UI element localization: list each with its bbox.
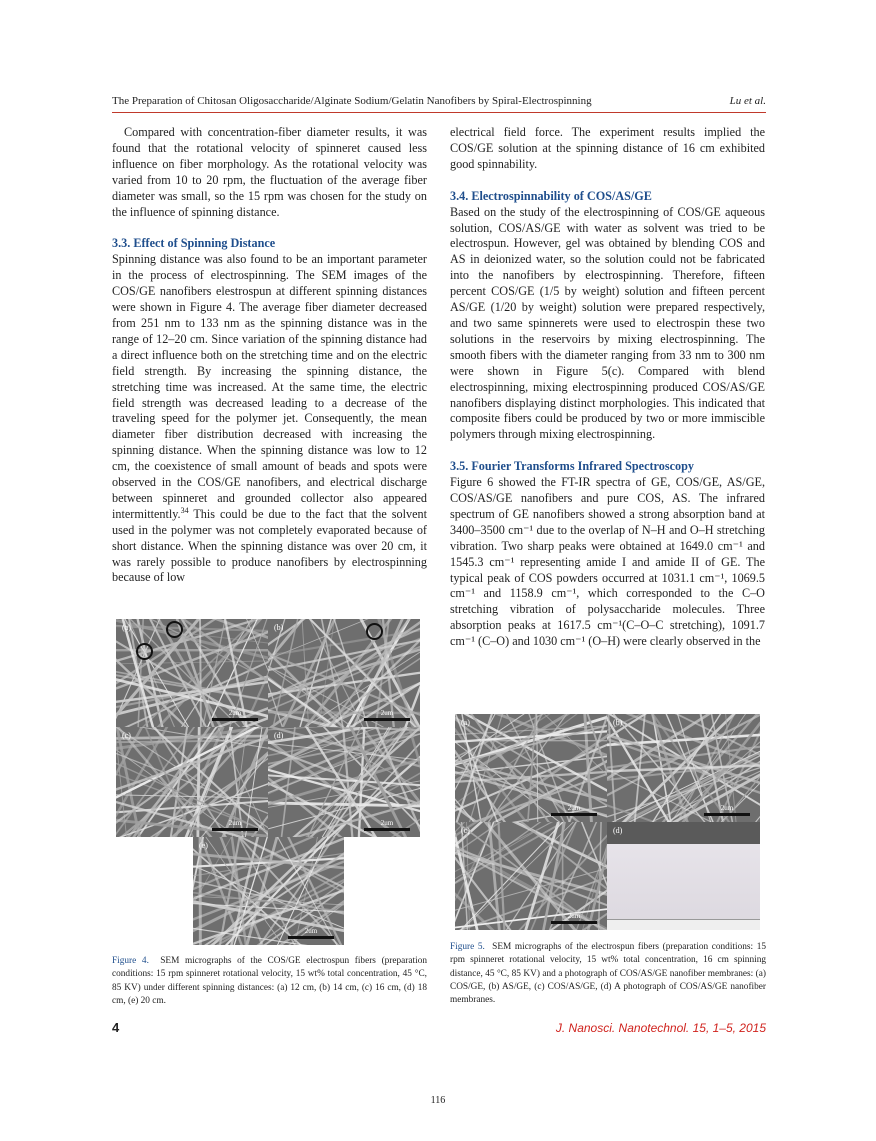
paragraph: Compared with concentration-fiber diameter results, it was found that the rotational velocity of spinneret caused less influence on fiber morphology. As the rotational velocity was varied from 10 to 20 rpm, the fluctuation of the average fiber diameter was small, so the 15 rpm was chosen for the study on the influence of spinning distance. — [112, 125, 427, 219]
panel-label: (d) — [613, 826, 623, 835]
scale-label: 2um — [720, 804, 734, 812]
panel-label: (b) — [274, 623, 284, 632]
ruler — [607, 919, 760, 930]
scale-label: 2um — [304, 927, 318, 935]
paragraph: Figure 6 showed the FT-IR spectra of GE, COS/GE, AS/GE, COS/AS/GE nanofibers and pure COS, AS. The infrared spectrum of GE nanofibers showed a strong absorption band at 3400–3500 cm⁻¹ due to the overlap of N–H and O–H stretching vibration. Two sharp peaks were obtained at 1649.0 cm⁻¹ and 1545.3 cm⁻¹ representing amide I and amide II of GE. The typical peak of COS powders occurred at 1031.1 cm⁻¹, 1069.5 cm⁻¹ and 1158.9 cm⁻¹, which corresponded to the C–O stretching vibration of polysaccharide molecules. Three absorption peaks at 1617.5 cm⁻¹(C–O–C stretching), 1091.7 cm⁻¹ (C–O) and 1030 cm⁻¹ (O–H) were clearly observed in the — [450, 475, 765, 649]
sem-panel-b — [607, 714, 760, 822]
scale-bar — [551, 804, 597, 816]
panel-label: (e) — [199, 841, 208, 850]
page-number-left: 4 — [112, 1020, 120, 1035]
scale-label: 2um — [567, 912, 581, 920]
caption-label: Figure 5. — [450, 942, 485, 952]
paragraph — [112, 252, 427, 586]
scale-bar — [364, 819, 410, 831]
sem-panel-c — [116, 727, 268, 837]
panel-label: (c) — [461, 826, 470, 835]
membrane-photo-panel-d — [607, 822, 760, 930]
figure-4-caption — [112, 955, 427, 1008]
scale-bar — [288, 927, 334, 939]
panel-label: (b) — [613, 718, 623, 727]
sem-panel-d — [268, 727, 420, 837]
reference-superscript[interactable]: 34 — [180, 505, 189, 515]
sem-panel-a — [455, 714, 607, 822]
sem-panel-b — [268, 619, 420, 727]
scale-label: 2um — [228, 819, 242, 827]
section-heading: 3.3. Effect of Spinning Distance — [112, 236, 276, 251]
scale-bar — [704, 804, 750, 816]
sem-panel-a — [116, 619, 268, 727]
bead-marker-circle — [366, 623, 383, 640]
scale-bar — [364, 709, 410, 721]
section-heading: 3.4. Electrospinnability of COS/AS/GE — [450, 188, 652, 203]
panel-label: (a) — [461, 718, 470, 727]
scale-bar — [212, 709, 258, 721]
journal-citation: J. Nanosci. Nanotechnol. 15, 1–5, 2015 — [555, 1021, 766, 1035]
page-number: 116 — [430, 1095, 446, 1106]
scale-label: 2um — [567, 804, 581, 812]
panel-label: (d) — [274, 731, 284, 740]
paragraph: Based on the study of the electrospinning of COS/GE aqueous solution, COS/AS/GE with water as solvent was tried to be electrospun. However, gel was obtained by blending COS and AS in deionized water, so the solution could not be fabricated into the nanofibers by electrospinning. Therefore, fifteen percent COS/GE (1/5 by weight) solution and fifteen percent AS/GE (1/20 by weight) solution were prepared respectively, and two same spinnerets were used to electrospin these two solutions in the reservoirs by mixing electrospinning. The smooth fibers with the diameter ranging from 33 nm to 300 nm were shown in Figure 5(c). Compared with blend electrospinning, mixing electrospinning produced COS/AS/GE nanofibers displaying distinct morphologies. This indicated that composite fibers could be produced by two or more immiscible polymers through mixing electrospinning. — [450, 204, 765, 442]
header-authors: Lu et al. — [729, 95, 766, 107]
paragraph-text: This could be due to the fact that the solvent used in the polymer was not completely evaporated because of short distance. When the spinning distance was over 20 cm, it was rarely possible to produce nanofibers by electrospinning because of low — [112, 506, 427, 585]
figure-5-caption — [450, 941, 766, 1007]
caption-text: SEM micrographs of the COS/GE electrospun fibers (preparation conditions: 15 rpm spinneret rotational velocity, 15 wt% total concentration, 45 °C, 85 KV) under different spinning distances: (a) 12 cm, (b) 14 cm, (c) 16 cm, (d) 18 cm, (e) 20 cm. — [112, 956, 427, 1006]
sem-panel-c — [455, 822, 607, 930]
section-heading: 3.5. Fourier Transforms Infrared Spectroscopy — [450, 459, 694, 474]
scale-label: 2um — [380, 819, 394, 827]
scale-label: 2um — [228, 709, 242, 717]
bead-marker-circle — [136, 643, 153, 660]
caption-text: SEM micrographs of the electrospun fibers (preparation conditions: 15 rpm spinneret rotational velocity, 15 wt% total concentration, 16 cm spinning distance, 45 °C, 85 KV) and a photograph of COS/AS/GE nanofiber membranes: (a) COS/GE, (b) AS/GE, (c) COS/AS/GE, (d) A photograph of COS/AS/GE nanofiber membranes. — [450, 942, 766, 1006]
scale-bar — [212, 819, 258, 831]
paragraph: electrical field force. The experiment results implied the COS/GE solution at the spinning distance of 16 cm exhibited good spinnability. — [450, 125, 765, 171]
right-column — [450, 125, 765, 650]
scale-bar — [551, 912, 597, 924]
running-header — [112, 95, 766, 107]
membrane-edge — [607, 822, 760, 844]
paragraph-text: Spinning distance was also found to be an important parameter in the process of electrospinning. The SEM images of the COS/GE nanofibers elestrospun at different spinning distances were shown in Figure 4. The average fiber diameter decreased from 251 nm to 133 nm as the spinning distance was in the range of 12–20 cm. Since variation of the spinning distance had a direct influence both on the stretching time and on the electric field strength. By increasing the spinning distance, the stretching time was increased. At the same time, the electric field strength was decreased leading to a decrease of the traveling speed for the polymer jet. Consequently, the mean diameter fiber distribution decreased with increasing the spinning distance. When the spinning distance was low to 12 cm, the coexistence of small amount of beads and spots were observed in the COS/GE nanofibers, and electrical discharge between spinneret and grounded collector also appeared intermittently. — [112, 252, 427, 521]
left-column — [112, 125, 427, 586]
panel-label: (c) — [122, 731, 131, 740]
panel-label: (a) — [122, 623, 131, 632]
scale-label: 2um — [380, 709, 394, 717]
header-rule — [112, 112, 766, 113]
caption-label: Figure 4. — [112, 956, 149, 966]
sem-panel-e — [193, 837, 344, 945]
header-title: The Preparation of Chitosan Oligosaccharide/Alginate Sodium/Gelatin Nanofibers by Spiral-Electrospinning — [112, 95, 592, 107]
bead-marker-circle — [166, 621, 183, 638]
